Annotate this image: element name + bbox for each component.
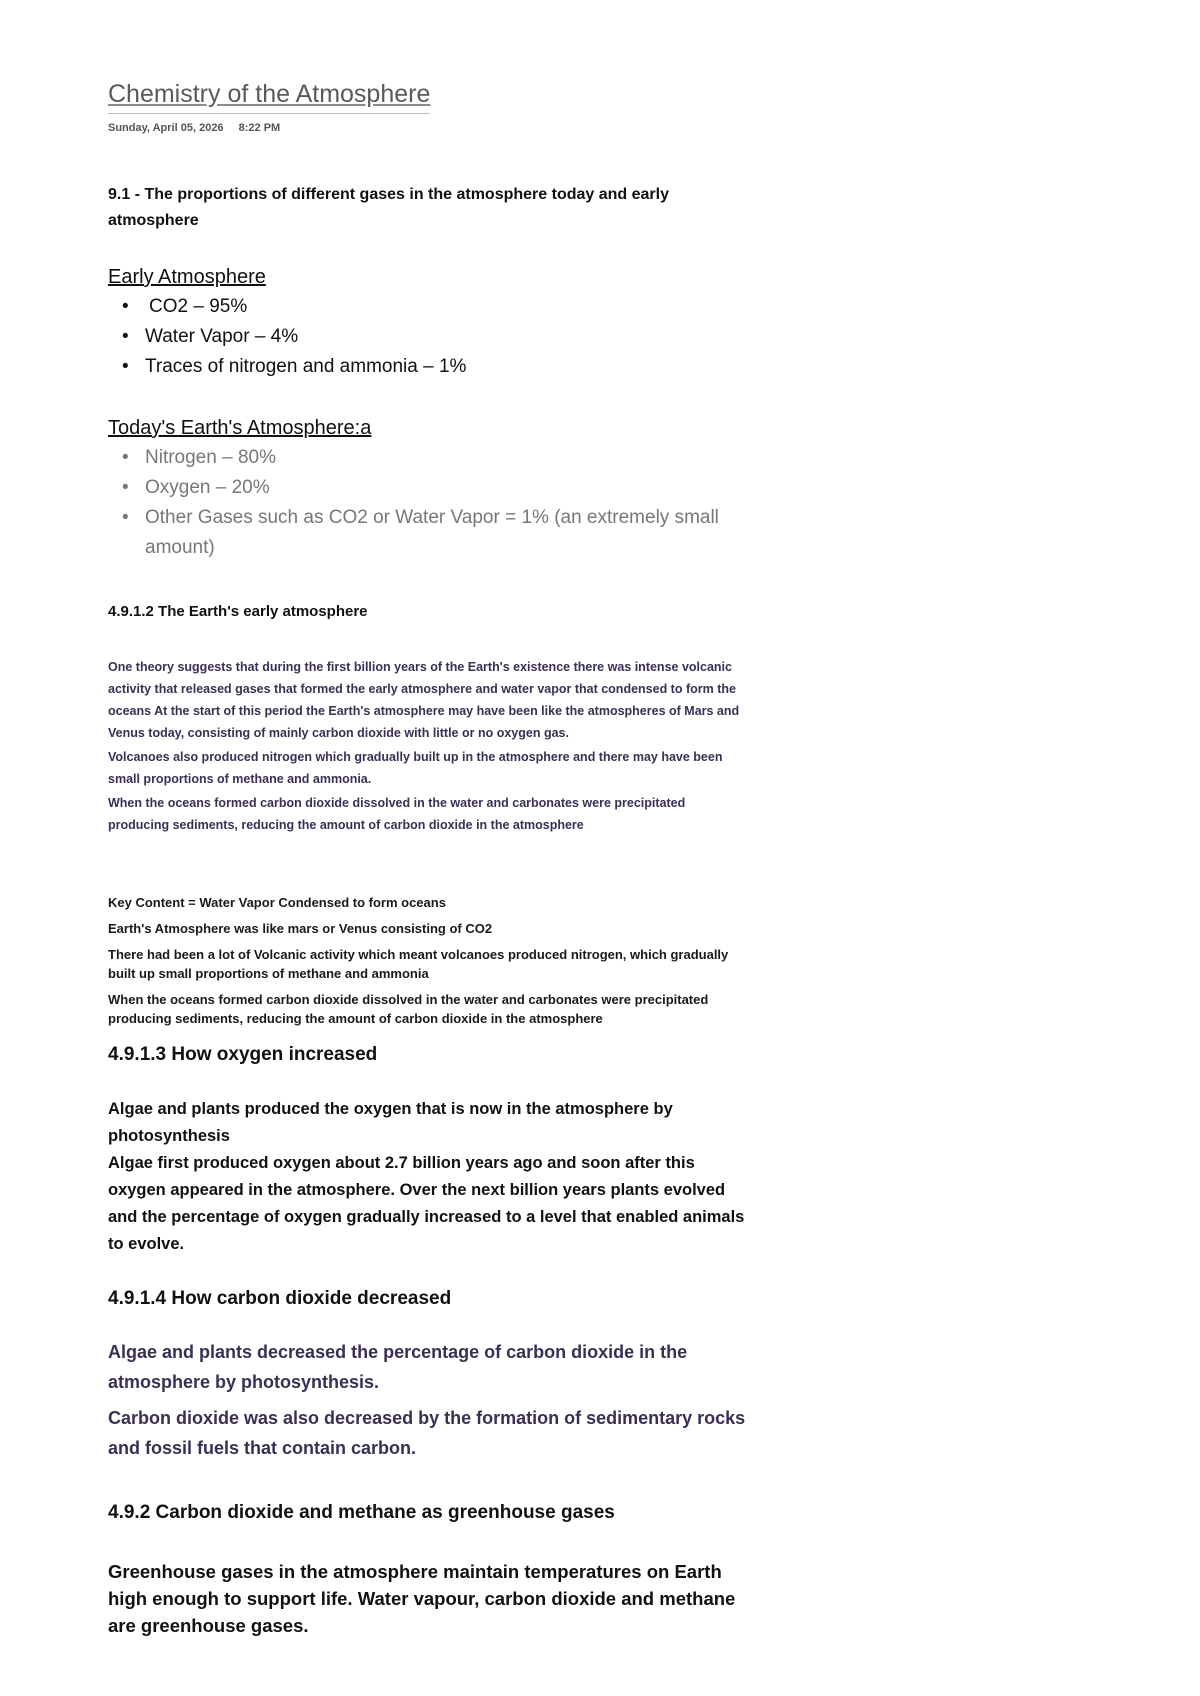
- paragraph: One theory suggests that during the first billion years of the Earth's existence there was intense volcanic activity that released gases that formed the early atmosphere and water vapor that condensed to form the oceans At the start of this period the Earth's atmosphere may have been like the atmospheres of Mars and Venus today, consisting of mainly carbon dioxide with little or no oxygen gas.: [108, 660, 740, 740]
- paragraph: Volcanoes also produced nitrogen which gradually built up in the atmosphere and there may have been small proportions of methane and ammonia.: [108, 750, 723, 786]
- page-time: 8:22 PM: [238, 122, 281, 134]
- paragraph: Algae and plants produced the oxygen that is now in the atmosphere by photosynthesis: [108, 1100, 673, 1145]
- paragraph: Carbon dioxide was also decreased by the formation of sedimentary rocks and fossil fuels that contain carbon.: [108, 1408, 746, 1458]
- list-item: • Water Vapor – 4%: [108, 322, 748, 352]
- list-item: • Nitrogen – 80%: [108, 443, 748, 473]
- oxygen-paragraphs: [108, 1096, 748, 1258]
- section-4-9-1-2-heading: 4.9.1.2 The Earth's early atmosphere: [108, 603, 368, 620]
- today-atmosphere-section: [108, 417, 748, 563]
- page-date: Sunday, April 05, 2026: [108, 122, 224, 134]
- carbon-dioxide-paragraphs: [108, 1337, 748, 1469]
- today-atmosphere-heading: Today's Earth's Atmosphere:a: [108, 417, 372, 439]
- early-atmosphere-list: [108, 292, 748, 382]
- today-atmosphere-list: [108, 443, 748, 563]
- section-4-9-1-3-heading: 4.9.1.3 How oxygen increased: [108, 1044, 378, 1065]
- page-datetime: [108, 122, 280, 134]
- key-content-line: Key Content = Water Vapor Condensed to form oceans: [108, 895, 446, 910]
- paragraph: When the oceans formed carbon dioxide dissolved in the water and carbonates were precipitated producing sediments, reducing the amount of carbon dioxide in the atmosphere: [108, 796, 686, 832]
- section-9-1-heading: 9.1 - The proportions of different gases in the atmosphere today and early atmosphere: [108, 186, 669, 229]
- page-title[interactable]: Chemistry of the Atmosphere: [108, 80, 430, 114]
- list-item: • Oxygen – 20%: [108, 473, 748, 503]
- key-content-block: [108, 893, 748, 1035]
- key-content-line: There had been a lot of Volcanic activity which meant volcanoes produced nitrogen, which gradually built up small proportions of methane and ammonia: [108, 947, 729, 981]
- early-atmosphere-section: [108, 266, 748, 382]
- list-item: • Traces of nitrogen and ammonia – 1%: [108, 352, 748, 382]
- paragraph: Algae and plants decreased the percentage of carbon dioxide in the atmosphere by photosynthesis.: [108, 1342, 688, 1392]
- early-atmosphere-heading: Early Atmosphere: [108, 266, 266, 288]
- paragraph: Algae first produced oxygen about 2.7 billion years ago and soon after this oxygen appeared in the atmosphere. Over the next billion years plants evolved and the percentage of oxygen gradually increased to a level that enabled animals to evolve.: [108, 1154, 745, 1253]
- section-4-9-2-heading: 4.9.2 Carbon dioxide and methane as greenhouse gases: [108, 1502, 615, 1523]
- list-item: • Other Gases such as CO2 or Water Vapor = 1% (an extremely small amount): [108, 503, 748, 563]
- paragraph: Greenhouse gases in the atmosphere maintain temperatures on Earth high enough to support life. Water vapour, carbon dioxide and methane are greenhouse gases.: [108, 1561, 736, 1636]
- key-content-line: Earth's Atmosphere was like mars or Venus consisting of CO2: [108, 921, 493, 936]
- early-atmosphere-paragraphs: [108, 656, 748, 838]
- section-4-9-1-4-heading: 4.9.1.4 How carbon dioxide decreased: [108, 1288, 452, 1309]
- list-item: • CO2 – 95%: [108, 292, 748, 322]
- greenhouse-paragraph-block: [108, 1558, 748, 1639]
- key-content-line: When the oceans formed carbon dioxide dissolved in the water and carbonates were precipitated producing sediments, reducing the amount of carbon dioxide in the atmosphere: [108, 992, 709, 1026]
